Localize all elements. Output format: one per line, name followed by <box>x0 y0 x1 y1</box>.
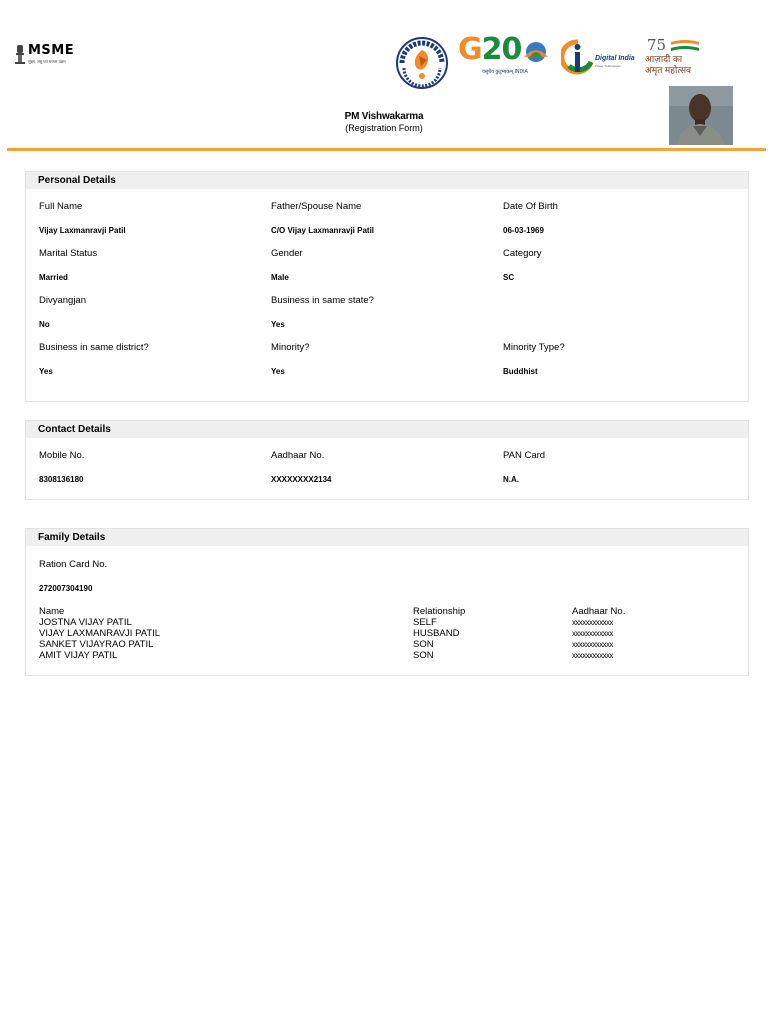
field-value: SC <box>503 273 515 282</box>
digital-india-tagline: Power To Empower <box>595 64 621 68</box>
field-value: Yes <box>271 320 285 329</box>
table-cell: SANKET VIJAYRAO PATIL <box>39 639 154 650</box>
digital-india-label: Digital India <box>595 55 635 62</box>
table-cell: JOSTNA VIJAY PATIL <box>39 617 132 628</box>
field-label: Marital Status <box>39 248 98 259</box>
table-cell: VIJAY LAXMANRAVJI PATIL <box>39 628 161 639</box>
table-cell: HUSBAND <box>413 628 460 639</box>
field-label: Minority Type? <box>503 342 565 353</box>
digital-india-logo <box>561 38 641 78</box>
field-value: Yes <box>39 367 53 376</box>
field-label: Business in same state? <box>271 295 374 306</box>
ration-card-label: Ration Card No. <box>39 559 108 570</box>
field-value: Male <box>271 273 289 282</box>
g20-logo <box>458 33 554 81</box>
personal-details-section <box>25 171 749 402</box>
table-cell: xxxxxxxxxxxx <box>572 640 613 649</box>
table-cell: xxxxxxxxxxxx <box>572 618 613 627</box>
lotus-globe-icon <box>520 39 552 63</box>
table-cell: SON <box>413 639 434 650</box>
national-emblem-icon <box>14 44 26 66</box>
field-label: Category <box>503 248 542 259</box>
pm-vishwakarma-emblem-icon <box>395 36 449 90</box>
table-cell: SELF <box>413 617 437 628</box>
field-value: Vijay Laxmanravji Patil <box>39 226 126 235</box>
g20-subline: वसुधैव कुटुम्बकम् INDIA <box>482 69 528 75</box>
field-label: Divyangjan <box>39 295 86 306</box>
table-cell: SON <box>413 650 434 661</box>
field-label: PAN Card <box>503 450 546 461</box>
ration-card-value: 272007304190 <box>39 584 93 593</box>
field-label: Gender <box>271 248 303 259</box>
field-label: Date Of Birth <box>503 201 558 212</box>
field-value: Buddhist <box>503 367 538 376</box>
pm-vishwakarma-logo <box>395 36 449 90</box>
field-label: Father/Spouse Name <box>271 201 362 212</box>
field-label: Business in same district? <box>39 342 149 353</box>
field-value: No <box>39 320 50 329</box>
form-subtitle: (Registration Form) <box>345 123 423 133</box>
digital-india-i-icon <box>561 38 595 78</box>
field-value: N.A. <box>503 475 519 484</box>
field-value: XXXXXXXX2134 <box>271 475 332 484</box>
column-header: Relationship <box>413 606 466 617</box>
field-label: Mobile No. <box>39 450 85 461</box>
msme-logo <box>14 44 82 72</box>
family-aadhaar-column <box>572 606 625 661</box>
header-divider <box>7 148 766 151</box>
contact-details-section <box>25 420 749 500</box>
field-value: C/O Vijay Laxmanravji Patil <box>271 226 375 235</box>
family-name-column <box>39 606 160 661</box>
field-label: Full Name <box>39 201 83 212</box>
section-heading: Family Details <box>26 529 748 546</box>
akam-hindi-text: आज़ादी का अमृत महोत्सव <box>645 54 692 75</box>
akam-number: 75 <box>647 36 667 54</box>
table-cell: xxxxxxxxxxxx <box>572 651 613 660</box>
form-title: PM Vishwakarma <box>344 111 424 122</box>
msme-tagline: सूक्ष्म, लघु एवं मध्यम उद्यम <box>28 59 66 64</box>
tricolor-flag-icon <box>671 40 699 52</box>
field-value: Yes <box>271 367 285 376</box>
field-value: 06-03-1969 <box>503 226 544 235</box>
azadi-ka-amrit-mahotsav-logo <box>643 36 709 80</box>
section-heading: Personal Details <box>26 172 748 189</box>
family-details-section <box>25 528 749 676</box>
column-header: Aadhaar No. <box>572 606 626 617</box>
g20-wordmark: G20 <box>458 32 522 67</box>
field-value: 8308136180 <box>39 475 84 484</box>
field-value: Married <box>39 273 68 282</box>
column-header: Name <box>39 606 65 617</box>
section-heading: Contact Details <box>26 421 748 438</box>
field-label: Minority? <box>271 342 310 353</box>
family-relationship-column <box>413 606 465 661</box>
msme-wordmark: MSME <box>28 43 75 58</box>
field-label: Aadhaar No. <box>271 450 325 461</box>
table-cell: AMIT VIJAY PATIL <box>39 650 118 661</box>
table-cell: xxxxxxxxxxxx <box>572 629 613 638</box>
